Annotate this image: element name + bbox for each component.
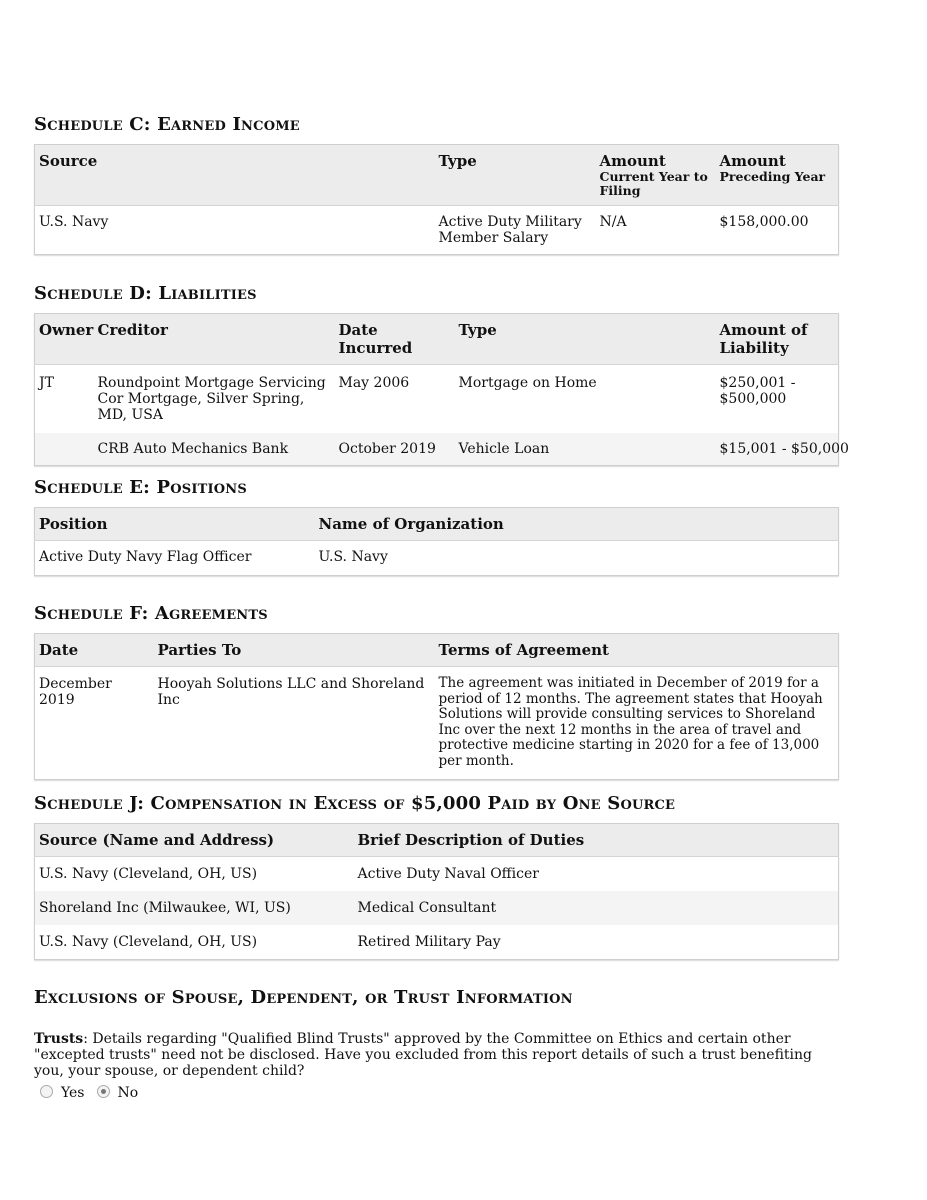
schedule-d-title: Schedule D: Liabilities bbox=[34, 283, 257, 304]
liability-creditor: CRB Auto Mechanics Bank bbox=[94, 433, 335, 466]
liability-creditor: Roundpoint Mortgage Servicing Cor Mortgage, Silver Spring, MD, USA bbox=[97, 375, 326, 423]
table-row bbox=[35, 667, 839, 780]
radio-no[interactable] bbox=[97, 1085, 110, 1098]
header-owner: Owner bbox=[35, 314, 94, 365]
comp-source: Shoreland Inc (Milwaukee, WI, US) bbox=[35, 891, 354, 925]
header-comp-source: Source (Name and Address) bbox=[35, 824, 354, 857]
schedule-j-table bbox=[34, 823, 839, 960]
comp-source: U.S. Navy (Cleveland, OH, US) bbox=[39, 866, 258, 882]
comp-duties: Active Duty Naval Officer bbox=[357, 866, 539, 882]
table-row bbox=[35, 925, 839, 960]
header-source: Source bbox=[35, 145, 435, 206]
agreement-parties: Hooyah Solutions LLC and Shoreland Inc bbox=[157, 676, 425, 708]
table-row bbox=[35, 206, 839, 255]
header-type: Type bbox=[455, 314, 716, 365]
trusts-label: Trusts bbox=[34, 1031, 84, 1047]
liability-owner bbox=[35, 433, 94, 466]
liability-date: May 2006 bbox=[338, 375, 410, 391]
header-amount-current: Amount Current Year to Filing bbox=[596, 145, 716, 206]
schedule-f-title: Schedule F: Agreements bbox=[34, 603, 268, 624]
table-row bbox=[35, 891, 839, 925]
header-date: Date bbox=[35, 634, 154, 667]
radio-yes-label: Yes bbox=[61, 1085, 85, 1101]
table-row bbox=[35, 857, 839, 892]
schedule-d-table bbox=[34, 313, 849, 466]
schedule-e-title: Schedule E: Positions bbox=[34, 477, 247, 498]
table-row bbox=[35, 433, 839, 466]
trusts-text: : Details regarding "Qualified Blind Trusts" approved by the Committee on Ethics and certain other "excepted trusts" need not be disclosed. Have you excluded from this report details of such a trust benefiting you, your spouse, or dependent child? bbox=[34, 1031, 813, 1079]
income-source: U.S. Navy bbox=[39, 214, 109, 230]
header-duties: Brief Description of Duties bbox=[354, 824, 839, 857]
radio-yes[interactable] bbox=[40, 1085, 53, 1098]
radio-no-label: No bbox=[117, 1085, 139, 1101]
comp-duties: Retired Military Pay bbox=[357, 934, 501, 950]
schedule-c-table bbox=[34, 144, 839, 255]
comp-duties: Medical Consultant bbox=[354, 891, 839, 925]
exclusions-title: Exclusions of Spouse, Dependent, or Trust Information bbox=[34, 987, 573, 1008]
trusts-question bbox=[34, 1031, 839, 1101]
comp-source: U.S. Navy (Cleveland, OH, US) bbox=[39, 934, 258, 950]
liability-amount: $15,001 - $50,000 bbox=[716, 433, 839, 466]
header-amount-preceding: Amount Preceding Year bbox=[716, 145, 839, 206]
header-amount-liability: Amount of Liability bbox=[716, 314, 839, 365]
agreement-date: December 2019 bbox=[39, 676, 112, 708]
schedule-j-title: Schedule J: Compensation in Excess of $5,000 Paid by One Source bbox=[34, 793, 676, 814]
liability-amount: $250,001 - $500,000 bbox=[719, 375, 796, 407]
position-title: Active Duty Navy Flag Officer bbox=[39, 549, 252, 565]
header-type: Type bbox=[435, 145, 596, 206]
table-row bbox=[35, 541, 839, 576]
header-parties: Parties To bbox=[154, 634, 435, 667]
header-date-incurred: Date Incurred bbox=[335, 314, 455, 365]
agreement-terms: The agreement was initiated in December of 2019 for a period of 12 months. The agreement states that Hooyah Solutions will provide consulting services to Shoreland Inc over the next 12 months in the area of travel and protective medicine starting in 2020 for a fee of 13,000 per month. bbox=[438, 675, 823, 769]
header-terms: Terms of Agreement bbox=[435, 634, 839, 667]
schedule-e-table bbox=[34, 507, 839, 576]
schedule-c-title: Schedule C: Earned Income bbox=[34, 114, 300, 135]
header-position: Position bbox=[35, 508, 315, 541]
income-type: Active Duty Military Member Salary bbox=[438, 214, 582, 246]
liability-owner: JT bbox=[39, 375, 54, 391]
liability-type: Vehicle Loan bbox=[455, 433, 716, 466]
position-organization: U.S. Navy bbox=[318, 549, 388, 565]
header-creditor: Creditor bbox=[94, 314, 335, 365]
liability-type: Mortgage on Home bbox=[458, 375, 597, 391]
income-current: N/A bbox=[599, 214, 627, 230]
header-organization: Name of Organization bbox=[315, 508, 839, 541]
schedule-f-table bbox=[34, 633, 839, 780]
liability-date: October 2019 bbox=[335, 433, 455, 466]
trusts-radio-group bbox=[40, 1085, 839, 1101]
table-row bbox=[35, 365, 839, 434]
income-preceding: $158,000.00 bbox=[719, 214, 809, 230]
